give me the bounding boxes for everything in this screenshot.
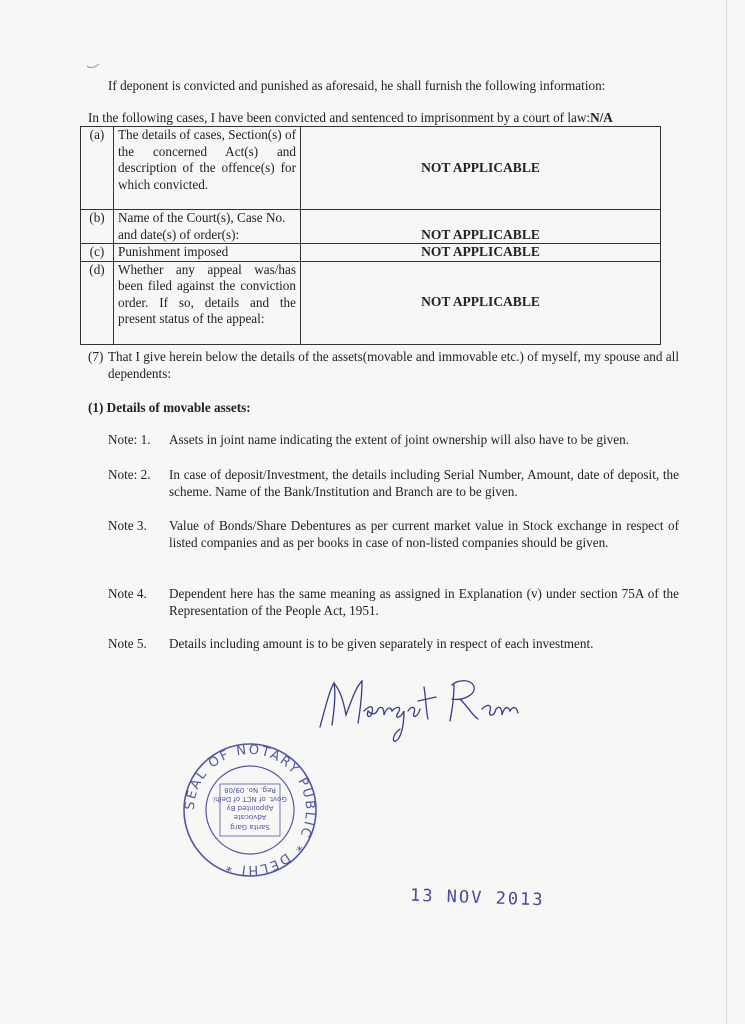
table-row (81, 210, 661, 244)
seal-line: Govt. of NCT of Delhi (213, 795, 287, 803)
row-description: The details of cases, Section(s) of the concerned Act(s) and description of the offence(s) for which convicted. (114, 127, 301, 210)
seal-line: Advocate (233, 813, 267, 821)
seal-line: Reg. No. 09/08 (224, 786, 276, 794)
note-text: Dependent here has the same meaning as assigned in Explanation (v) under section 75A of the Representation of the People Act, 1951. (169, 586, 679, 618)
row-value: NOT APPLICABLE (301, 244, 661, 262)
date-stamp: 13 NOV 2013 (409, 885, 545, 911)
cases-heading (88, 110, 613, 127)
note-label: Note: 1. (108, 432, 151, 447)
row-label: (b) (81, 210, 114, 244)
notary-seal (180, 740, 320, 880)
row-label: (c) (81, 244, 114, 262)
para7-number: (7) (88, 349, 104, 364)
row-value: NOT APPLICABLE (301, 210, 661, 244)
row-value: NOT APPLICABLE (301, 127, 661, 210)
cases-heading-na: N/A (590, 110, 613, 125)
note-label: Note 5. (108, 636, 147, 651)
note-label: Note 3. (108, 518, 147, 533)
row-label: (d) (81, 261, 114, 344)
intro-text: If deponent is convicted and punished as aforesaid, he shall furnish the following information: (108, 78, 606, 93)
row-value: NOT APPLICABLE (301, 261, 661, 344)
page-edge (726, 0, 727, 1024)
cases-heading-text: In the following cases, I have been convicted and sentenced to imprisonment by a court of law: (88, 110, 591, 125)
signature (312, 665, 522, 745)
note-text: In case of deposit/Investment, the details including Serial Number, Amount, date of deposit, the scheme. Name of the Bank/Institution and Branch are to be given. (169, 467, 679, 499)
row-description: Punishment imposed (114, 244, 301, 262)
row-description: Whether any appeal was/has been filed against the conviction order. If so, details and the present status of the appeal: (114, 261, 301, 344)
row-description: Name of the Court(s), Case No. and date(s) of order(s): (114, 210, 301, 244)
table-row (81, 244, 661, 262)
seal-ring-text: SEAL OF NOTARY PUBLIC * DELHI * (182, 742, 318, 878)
para7-text: That I give herein below the details of the assets(movable and immovable etc.) of myself, my spouse and all dependents: (108, 349, 679, 381)
table-row (81, 127, 661, 210)
row-label: (a) (81, 127, 114, 210)
note-label: Note 4. (108, 586, 147, 601)
seal-line: Sarita Garg (230, 823, 270, 831)
note-label: Note: 2. (108, 467, 151, 482)
note-text: Value of Bonds/Share Debentures as per current market value in Stock exchange in respect of listed companies and as per books in case of non-listed companies should be given. (169, 518, 679, 550)
conviction-table (80, 126, 661, 345)
note-text: Details including amount is to be given separately in respect of each investment. (169, 636, 594, 651)
section-heading: (1) Details of movable assets: (88, 400, 251, 415)
note-text: Assets in joint name indicating the extent of joint ownership will also have to be given. (169, 432, 630, 447)
seal-line: Appointed By (226, 804, 274, 812)
table-row (81, 261, 661, 344)
pen-mark (86, 60, 100, 70)
